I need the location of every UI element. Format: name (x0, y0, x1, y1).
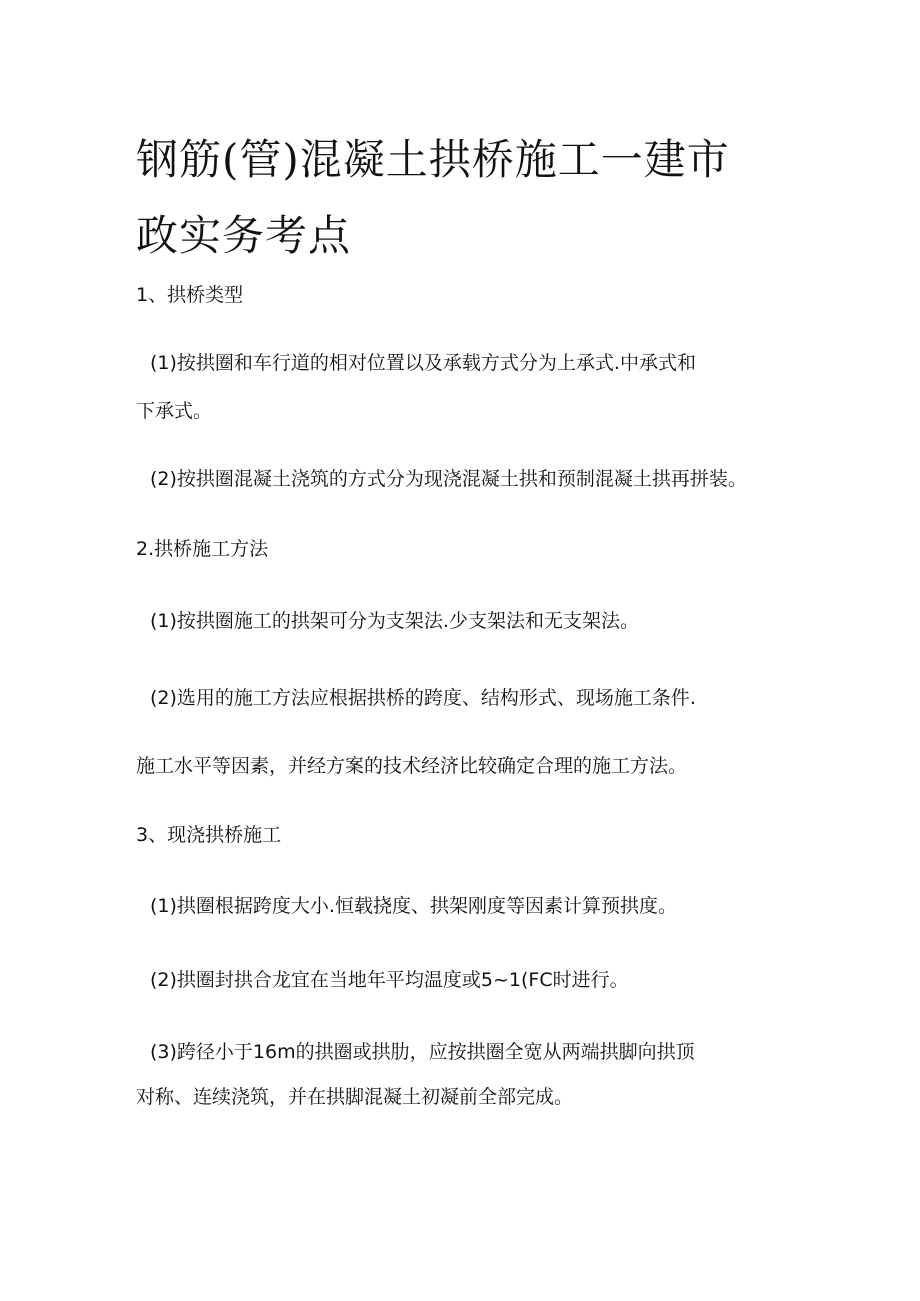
paragraph-3-3-cont: 对称、连续浇筑，并在拱脚混凝土初凝前全部完成。 (136, 1086, 574, 1108)
paragraph-1-1: (1)按拱圈和车行道的相对位置以及承载方式分为上承式.中承式和 (150, 352, 696, 374)
title-line-2: 政实务考点 (136, 211, 352, 260)
section-heading-1: 1、拱桥类型 (136, 284, 244, 306)
paragraph-3-3: (3)跨径小于16m的拱圈或拱肋，应按拱圈全宽从两端拱脚向拱顶 (150, 1041, 695, 1063)
section-heading-3: 3、现浇拱桥施工 (136, 824, 282, 846)
paragraph-3-2: (2)拱圈封拱合龙宜在当地年平均温度或5~1(FC时进行。 (150, 969, 629, 991)
paragraph-2-2-cont: 施工水平等因素，并经方案的技术经济比较确定合理的施工方法。 (136, 755, 688, 777)
document-title (136, 122, 776, 274)
paragraph-2-2: (2)选用的施工方法应根据拱桥的跨度、结构形式、现场施工条件. (150, 687, 696, 709)
paragraph-2-1: (1)按拱圈施工的拱架可分为支架法.少支架法和无支架法。 (150, 610, 639, 632)
paragraph-1-2: (2)按拱圈混凝土浇筑的方式分为现浇混凝土拱和预制混凝土拱再拼装。 (150, 468, 747, 490)
section-heading-2: 2.拱桥施工方法 (136, 538, 269, 560)
title-line-1: 钢筋(管)混凝土拱桥施工一建市 (136, 135, 730, 184)
paragraph-1-1-cont: 下承式。 (136, 400, 213, 422)
paragraph-3-1: (1)拱圈根据跨度大小.恒载挠度、拱架刚度等因素计算预拱度。 (150, 895, 677, 917)
